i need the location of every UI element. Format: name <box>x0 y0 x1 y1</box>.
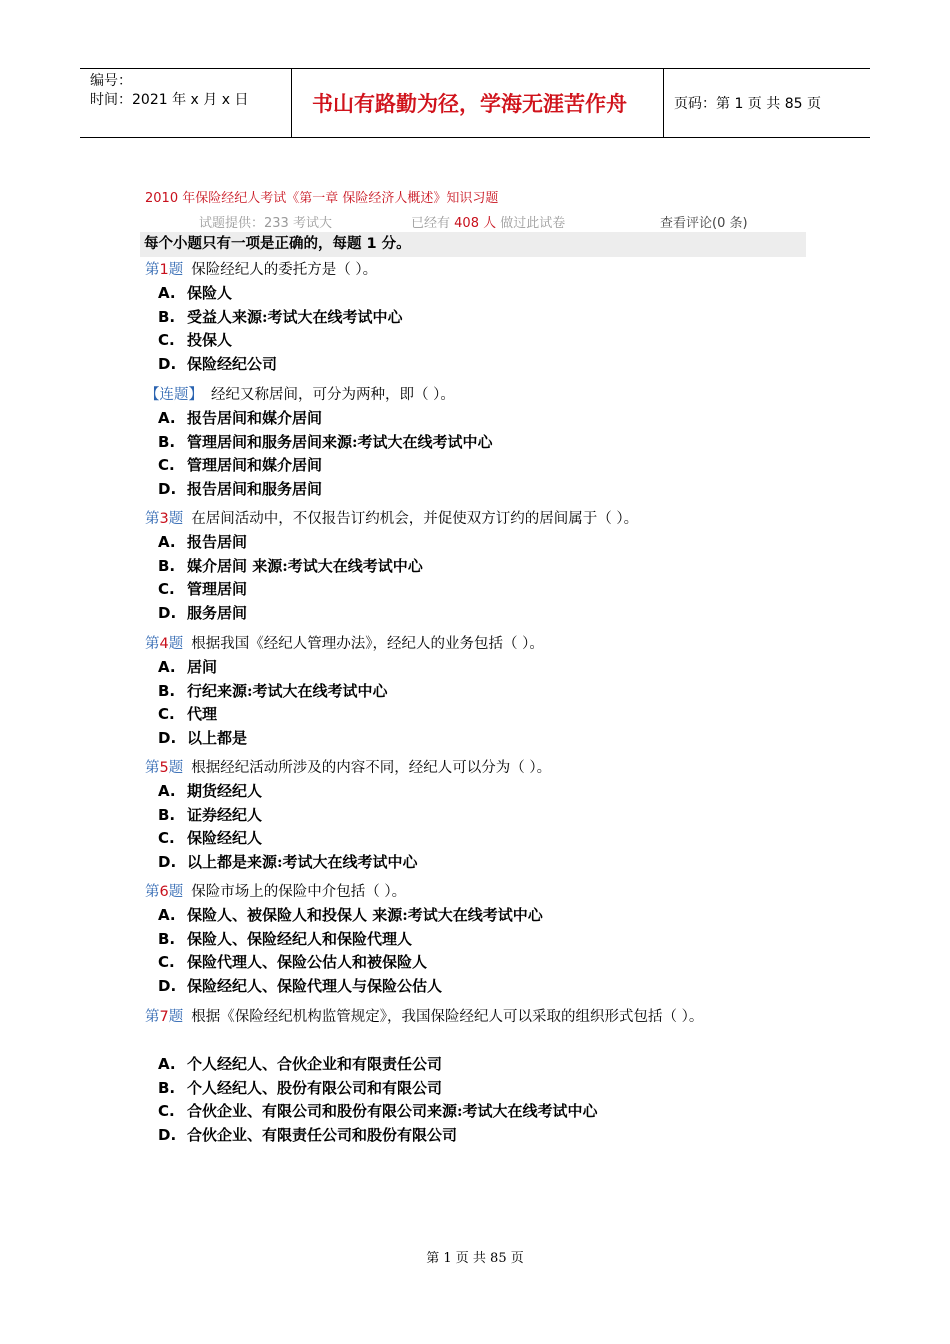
question-suffix: 题 <box>168 760 184 776</box>
question-stem <box>145 260 825 282</box>
option-letter: D. <box>158 852 177 871</box>
question-stem <box>145 634 825 656</box>
answer-option[interactable] <box>145 904 825 928</box>
option-letter: D. <box>158 728 177 747</box>
option-letter: D. <box>158 976 177 995</box>
answer-option[interactable] <box>145 431 825 455</box>
option-letter: A. <box>158 658 176 676</box>
answer-option[interactable] <box>145 282 825 306</box>
question-block <box>145 385 825 501</box>
page-footer: 第 1 页 共 85 页 <box>426 1251 524 1266</box>
option-text: 以上都是来源:考试大在线考试中心 <box>187 852 418 871</box>
question-suffix: 题 <box>168 511 184 527</box>
option-letter: A. <box>158 782 176 800</box>
option-text: 保险经纪公司 <box>187 354 278 373</box>
option-text: 报告居间和媒介居间 <box>187 409 323 427</box>
answer-option[interactable] <box>145 827 825 851</box>
header-meta <box>80 69 292 137</box>
question-text: 根据我国《经纪人管理办法》，经纪人的业务包括（ ）。 <box>191 636 544 652</box>
question-number: 3 <box>159 511 169 527</box>
question-number: 4 <box>159 636 169 652</box>
question-suffix: 题 <box>168 884 184 900</box>
option-text: 个人经纪人、股份有限公司和有限公司 <box>187 1078 443 1097</box>
answer-option[interactable] <box>145 780 825 804</box>
answer-option[interactable] <box>145 680 825 704</box>
question-text: 保险市场上的保险中介包括（ ）。 <box>191 884 407 900</box>
question-prefix: 第 <box>145 1009 160 1025</box>
option-text: 管理居间 <box>187 580 248 598</box>
option-letter: C. <box>158 1102 175 1120</box>
done-prefix: 已经有 <box>411 216 451 231</box>
option-letter: C. <box>158 829 175 847</box>
question-text: 根据经纪活动所涉及的内容不同，经纪人可以分为（ ）。 <box>191 760 552 776</box>
done-suffix: 做过此试卷 <box>500 216 566 231</box>
question-text: 在居间活动中，不仅报告订约机会，并促使双方订约的居间属于（ ）。 <box>191 511 639 527</box>
done-count: 408 人 <box>454 216 497 231</box>
page-header <box>80 68 870 138</box>
option-text: 服务居间 <box>187 603 248 622</box>
answer-option[interactable] <box>145 1100 825 1124</box>
option-letter: A. <box>158 284 176 302</box>
exam-done-info <box>411 212 565 231</box>
question-prefix: 【连题】 <box>145 387 203 403</box>
answer-option[interactable] <box>145 353 825 377</box>
option-text: 管理居间和媒介居间 <box>187 456 323 474</box>
option-text: 保险人、被保险人和投保人 来源:考试大在线考试中心 <box>187 906 543 924</box>
question-prefix: 第 <box>145 511 160 527</box>
question-stem <box>145 1007 825 1029</box>
question-block <box>145 634 825 750</box>
answer-option[interactable] <box>145 329 825 353</box>
option-text: 媒介居间 来源:考试大在线考试中心 <box>187 556 423 575</box>
question-suffix: 题 <box>168 1009 184 1025</box>
option-letter: D. <box>158 1125 177 1144</box>
option-letter: D. <box>158 354 177 373</box>
answer-option[interactable] <box>145 602 825 626</box>
answer-option[interactable] <box>145 804 825 828</box>
question-suffix: 题 <box>168 636 184 652</box>
option-letter: B. <box>158 432 176 451</box>
option-letter: A. <box>158 533 176 551</box>
option-letter: A. <box>158 906 176 924</box>
option-text: 个人经纪人、合伙企业和有限责任公司 <box>187 1055 443 1073</box>
number-label: 编号： <box>90 73 132 89</box>
answer-option[interactable] <box>145 928 825 952</box>
option-text: 代理 <box>187 705 218 723</box>
option-letter: C. <box>158 580 175 598</box>
question-number: 1 <box>159 262 169 278</box>
question-text: 保险经纪人的委托方是（ ）。 <box>191 262 378 278</box>
question-prefix: 第 <box>145 262 160 278</box>
option-text: 报告居间 <box>187 533 248 551</box>
exam-title: 2010 年保险经纪人考试《第一章 保险经济人概述》知识习题 <box>145 191 499 206</box>
answer-option[interactable] <box>145 531 825 555</box>
exam-provider: 试题提供：233 考试大 <box>199 216 332 231</box>
option-text: 行纪来源:考试大在线考试中心 <box>187 681 388 700</box>
option-letter: C. <box>158 331 175 349</box>
option-letter: D. <box>158 603 177 622</box>
option-text: 报告居间和服务居间 <box>187 479 323 498</box>
question-stem <box>145 385 825 407</box>
option-letter: A. <box>158 409 176 427</box>
option-text: 合伙企业、有限公司和股份有限公司来源:考试大在线考试中心 <box>187 1102 598 1120</box>
option-letter: A. <box>158 1055 176 1073</box>
option-text: 保险经纪人、保险代理人与保险公估人 <box>187 976 443 995</box>
question-suffix: 题 <box>168 262 184 278</box>
question-prefix: 第 <box>145 884 160 900</box>
answer-option[interactable] <box>145 656 825 680</box>
option-letter: B. <box>158 681 176 700</box>
question-prefix: 第 <box>145 636 160 652</box>
answer-option[interactable] <box>145 951 825 975</box>
question-prefix: 第 <box>145 760 160 776</box>
option-letter: B. <box>158 307 176 326</box>
option-text: 保险代理人、保险公估人和被保险人 <box>187 953 428 971</box>
question-stem <box>145 758 825 780</box>
answer-option[interactable] <box>145 975 825 999</box>
answer-option[interactable] <box>145 306 825 330</box>
answer-option[interactable] <box>145 703 825 727</box>
option-text: 保险人 <box>187 284 233 302</box>
option-text: 合伙企业、有限责任公司和股份有限公司 <box>187 1125 458 1144</box>
instruction-bar: 每个小题只有一项是正确的，每题 1 分。 <box>140 232 806 257</box>
option-text: 期货经纪人 <box>187 782 263 800</box>
question-number: 7 <box>159 1009 169 1025</box>
option-letter: C. <box>158 705 175 723</box>
question-number: 6 <box>159 884 169 900</box>
answer-option[interactable] <box>145 454 825 478</box>
answer-option[interactable] <box>145 1077 825 1101</box>
option-text: 居间 <box>187 658 218 676</box>
option-text: 保险经纪人 <box>187 829 263 847</box>
option-letter: B. <box>158 556 176 575</box>
option-text: 以上都是 <box>187 728 248 747</box>
question-block <box>145 1007 825 1147</box>
option-letter: C. <box>158 953 175 971</box>
answer-option[interactable] <box>145 1053 825 1077</box>
option-text: 保险人、保险经纪人和保险代理人 <box>187 929 413 948</box>
option-text: 受益人来源:考试大在线考试中心 <box>187 307 403 326</box>
header-motto: 书山有路勤为径，学海无涯苦作舟 <box>292 69 664 137</box>
option-letter: B. <box>158 805 176 824</box>
time-label: 时间：2021 年 x 月 x 日 <box>90 92 249 108</box>
question-block <box>145 882 825 998</box>
answer-option[interactable] <box>145 727 825 751</box>
answer-option[interactable] <box>145 555 825 579</box>
answer-option[interactable] <box>145 478 825 502</box>
option-letter: B. <box>158 929 176 948</box>
option-text: 投保人 <box>187 331 233 349</box>
question-stem <box>145 509 825 531</box>
option-letter: C. <box>158 456 175 474</box>
question-text: 根据《保险经纪机构监管规定》，我国保险经纪人可以采取的组织形式包括（ ）。 <box>191 1009 704 1025</box>
option-letter: B. <box>158 1078 176 1097</box>
question-block <box>145 260 825 376</box>
question-text: 经纪又称居间，可分为两种，即（ ）。 <box>211 387 455 403</box>
answer-option[interactable] <box>145 578 825 602</box>
answer-option[interactable] <box>145 851 825 875</box>
question-number: 5 <box>159 760 169 776</box>
option-text: 证券经纪人 <box>187 805 263 824</box>
answer-option[interactable] <box>145 1124 825 1148</box>
comments-link[interactable]: 查看评论(0 条) <box>660 216 748 231</box>
option-text: 管理居间和服务居间来源:考试大在线考试中心 <box>187 432 493 451</box>
header-page-info: 页码：第 1 页 共 85 页 <box>674 96 821 112</box>
question-block <box>145 758 825 874</box>
answer-option[interactable] <box>145 407 825 431</box>
question-block <box>145 509 825 625</box>
option-letter: D. <box>158 479 177 498</box>
question-stem <box>145 882 825 904</box>
